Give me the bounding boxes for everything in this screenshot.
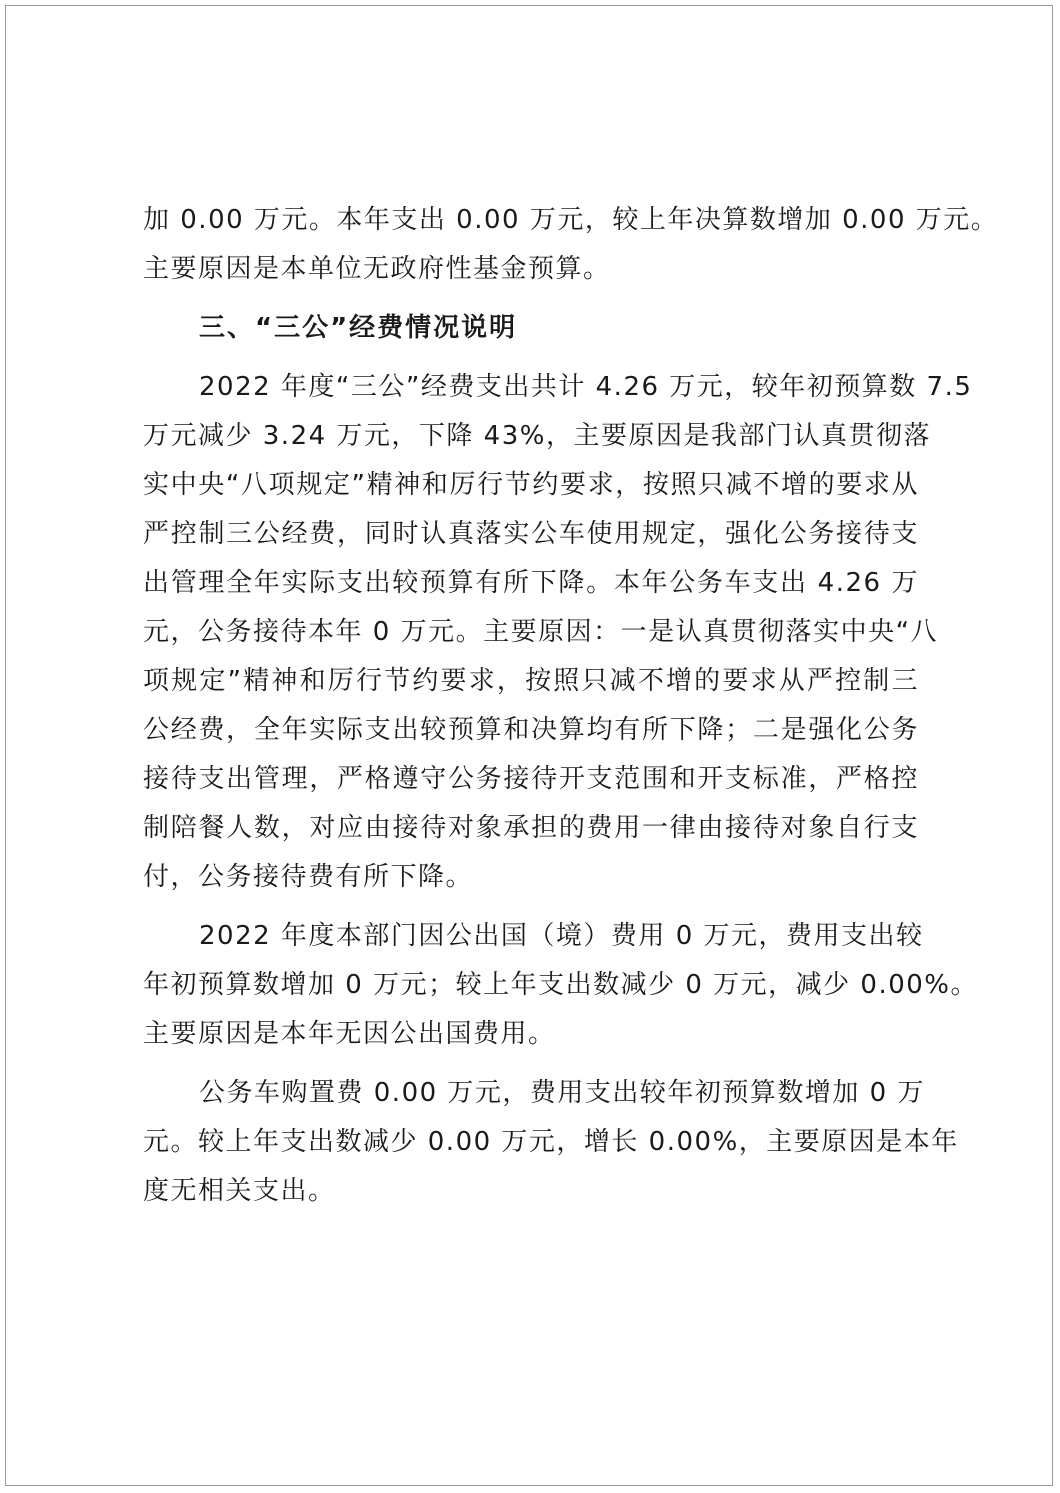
text-line: 度无相关支出。: [143, 1176, 336, 1206]
text-line: 元。较上年支出数减少 0.00 万元，增长 0.00%，主要原因是本年: [143, 1127, 959, 1157]
paragraph-sangong-expenses: [143, 363, 973, 902]
text-line: 付，公务接待费有所下降。: [143, 862, 474, 892]
text-line: 接待支出管理，严格遵守公务接待开支范围和开支标准，严格控: [143, 764, 919, 794]
text-line: 出管理全年实际支出较预算有所下降。本年公务车支出 4.26 万: [143, 568, 919, 598]
section-heading-text: 三、“三公”经费情况说明: [199, 313, 518, 343]
text-line: 2022 年度本部门因公出国（境）费用 0 万元，费用支出较: [199, 921, 924, 951]
text-line: 加 0.00 万元。本年支出 0.00 万元，较上年决算数增加 0.00 万元。: [143, 205, 999, 235]
text-line: 万元减少 3.24 万元，下降 43%，主要原因是我部门认真贯彻落: [143, 421, 931, 451]
text-line: 年初预算数增加 0 万元；较上年支出数减少 0 万元，减少 0.00%。: [143, 970, 979, 1000]
text-line: 严控制三公经费，同时认真落实公车使用规定，强化公务接待支: [143, 519, 919, 549]
document-body: [143, 196, 999, 1216]
text-line: 制陪餐人数，对应由接待对象承担的费用一律由接待对象自行支: [143, 813, 919, 843]
text-line: 公经费，全年实际支出较预算和决算均有所下降；二是强化公务: [143, 715, 919, 745]
text-line: 项规定”精神和厉行节约要求，按照只减不增的要求从严控制三: [143, 666, 919, 696]
text-line: 主要原因是本年无因公出国费用。: [143, 1019, 556, 1049]
paragraph-vehicle-purchase: [143, 1069, 959, 1216]
text-line: 元，公务接待本年 0 万元。主要原因：一是认真贯彻落实中央“八: [143, 617, 939, 647]
text-line: 2022 年度“三公”经费支出共计 4.26 万元，较年初预算数 7.5: [199, 372, 973, 402]
text-line: 实中央“八项规定”精神和厉行节约要求，按照只减不增的要求从: [143, 470, 919, 500]
text-line: 公务车购置费 0.00 万元，费用支出较年初预算数增加 0 万: [199, 1078, 925, 1108]
paragraph-continuation: [143, 196, 999, 294]
section-heading: [143, 304, 919, 353]
text-line: 主要原因是本单位无政府性基金预算。: [143, 254, 611, 284]
paragraph-abroad-expenses: [143, 912, 979, 1059]
